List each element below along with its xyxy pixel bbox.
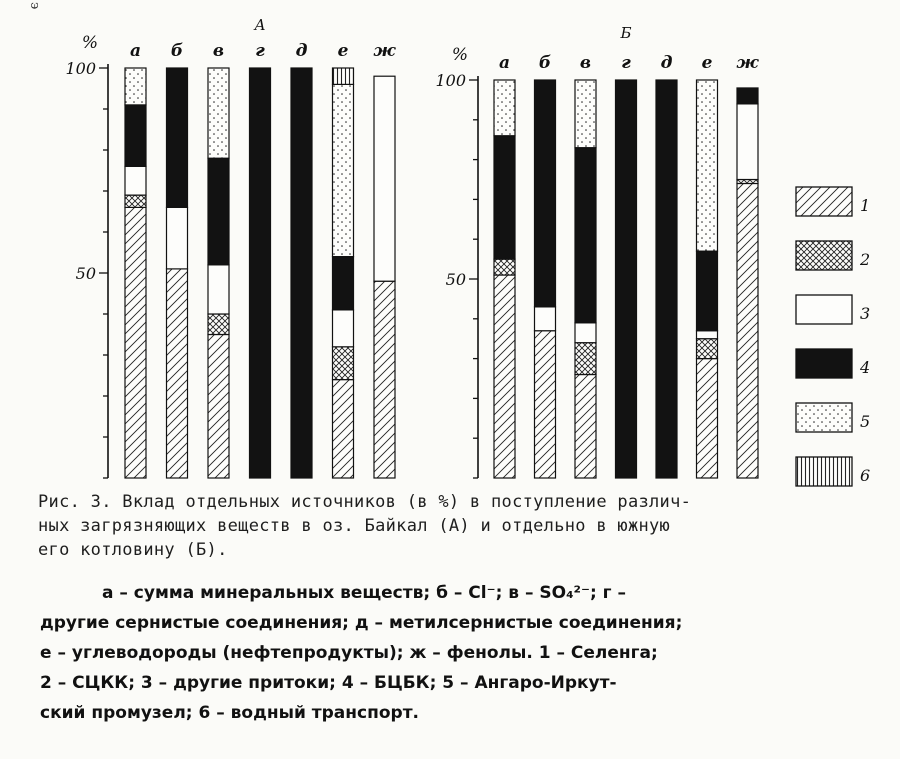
legend-swatch — [796, 403, 852, 432]
y-tick-label: 50 — [75, 264, 96, 283]
bar-segment — [208, 265, 229, 314]
category-label: в — [579, 53, 592, 73]
bar-segment — [125, 105, 146, 166]
figure-notes — [40, 578, 885, 728]
legend-swatch — [796, 187, 852, 216]
legend-label: 6 — [860, 466, 871, 485]
bar-segment — [167, 269, 188, 478]
notes-line-1: а – сумма минеральных веществ; б – Cl⁻; в – SO₄²⁻; г – — [102, 583, 626, 603]
bar-segment — [167, 68, 188, 207]
bar-segment — [616, 80, 637, 478]
bar-segment — [333, 347, 354, 380]
bar-segment — [250, 68, 271, 478]
bar-segment — [125, 68, 146, 105]
bar-segment — [737, 183, 758, 478]
bar-segment — [333, 310, 354, 347]
legend-label: 2 — [860, 250, 871, 269]
bar-segment — [291, 68, 312, 478]
bar-segment — [697, 339, 718, 359]
category-label: г — [621, 53, 631, 73]
bar-segment — [333, 68, 354, 84]
bar-segment — [575, 375, 596, 478]
bar-segment — [494, 136, 515, 259]
bar-segment — [333, 257, 354, 310]
category-label: б — [170, 41, 184, 61]
category-label: е — [701, 53, 713, 73]
category-label: ж — [736, 53, 759, 73]
bar-segment — [697, 80, 718, 251]
legend-label: 4 — [860, 358, 871, 377]
y-axis-label: % — [81, 33, 99, 53]
legend-swatch — [796, 457, 852, 486]
y-tick-label: 50 — [445, 270, 466, 289]
legend-label: 1 — [860, 196, 871, 215]
category-label: а — [498, 53, 511, 73]
bar-segment — [333, 380, 354, 478]
bar-segment — [125, 207, 146, 478]
bar-segment — [575, 148, 596, 323]
chart-legend — [796, 187, 870, 486]
chart-panels — [65, 16, 759, 478]
panel-title: Б — [620, 24, 632, 42]
category-label: б — [538, 53, 552, 73]
category-label: в — [212, 41, 225, 61]
figure-caption — [38, 490, 883, 562]
category-label: а — [129, 41, 142, 61]
caption-line-1: Рис. 3. Вклад отдельных источников (в %) в поступление различ- — [38, 492, 692, 512]
notes-line-5: ский промузел; 6 – водный транспорт. — [40, 703, 420, 723]
bar-segment — [535, 307, 556, 331]
bar-segment — [575, 323, 596, 343]
panel-a — [65, 16, 396, 478]
bar-segment — [208, 335, 229, 479]
notes-line-2: другие сернистые соединения; д – метилсернистые соединения; — [40, 613, 683, 633]
category-label: д — [295, 41, 308, 61]
legend-swatch — [796, 241, 852, 270]
notes-line-4: 2 – СЦКК; 3 – другие притоки; 4 – БЦБК; 5 – Ангаро-Иркут- — [40, 673, 617, 693]
bar-segment — [697, 331, 718, 339]
bar-segment — [737, 104, 758, 180]
y-axis-label: % — [451, 45, 469, 65]
bar-segment — [125, 166, 146, 195]
y-tick-label: 100 — [65, 59, 96, 78]
bar-segment — [494, 275, 515, 478]
corner-mark: э — [27, 2, 42, 10]
bar-segment — [575, 343, 596, 375]
bar-segment — [697, 251, 718, 331]
caption-line-2: ных загрязняющих веществ в оз. Байкал (А) и отдельно в южную — [38, 516, 671, 536]
bar-segment — [208, 68, 229, 158]
bar-segment — [535, 331, 556, 478]
bar-segment — [208, 158, 229, 265]
legend-swatch — [796, 349, 852, 378]
bar-segment — [535, 80, 556, 307]
bar-segment — [125, 195, 146, 207]
bar-segment — [494, 80, 515, 136]
bar-segment — [575, 80, 596, 148]
panel-title: А — [254, 16, 266, 34]
bar-segment — [656, 80, 677, 478]
panel-b — [435, 24, 759, 478]
caption-line-3: его котловину (Б). — [38, 540, 228, 560]
bar-segment — [737, 88, 758, 104]
bar-segment — [494, 259, 515, 275]
category-label: ж — [373, 41, 396, 61]
category-label: д — [660, 53, 673, 73]
bar-segment — [374, 76, 395, 281]
bar-segment — [208, 314, 229, 335]
legend-swatch — [796, 295, 852, 324]
legend-label: 3 — [860, 304, 871, 323]
bar-segment — [374, 281, 395, 478]
category-label: е — [337, 41, 349, 61]
bar-segment — [167, 207, 188, 269]
y-tick-label: 100 — [435, 71, 466, 90]
bar-segment — [333, 84, 354, 256]
notes-line-3: е – углеводороды (нефтепродукты); ж – фенолы. 1 – Селенга; — [40, 643, 658, 663]
legend-label: 5 — [860, 412, 871, 431]
bar-segment — [697, 359, 718, 478]
category-label: г — [255, 41, 265, 61]
